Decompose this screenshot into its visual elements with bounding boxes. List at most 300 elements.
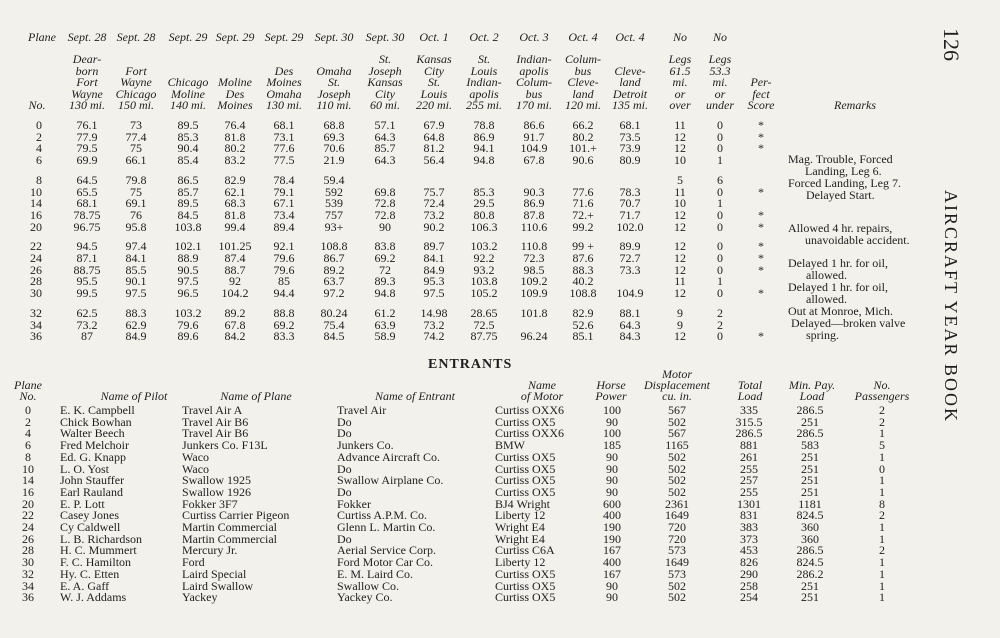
results-cell: * xyxy=(758,129,764,144)
results-cell: 69.2 xyxy=(273,317,295,332)
entrant-cell: E. K. Campbell xyxy=(60,403,135,417)
results-cell: 32 xyxy=(30,305,42,320)
entrant-cell: 100 xyxy=(603,403,621,417)
results-cell: 73.2 xyxy=(423,207,445,222)
results-cell: 84.1 xyxy=(423,251,445,265)
results-cell: 97.5 xyxy=(177,274,199,289)
entrant-cell: Do xyxy=(337,414,352,429)
entrant-cell: 0 xyxy=(879,461,885,476)
results-cell: 103.8 xyxy=(174,219,202,234)
entrant-cell: 167 xyxy=(603,566,621,581)
results-cell: 85.3 xyxy=(473,184,495,199)
remark-line: unavoidable accident. xyxy=(805,233,910,247)
results-cell: 85.7 xyxy=(177,184,199,199)
entrant-cell: 2 xyxy=(879,508,885,523)
entrant-cell: 5 xyxy=(879,438,885,453)
entrant-cell: 2361 xyxy=(665,496,689,511)
results-cell: 36 xyxy=(30,329,42,344)
results-cell: 64.3 xyxy=(374,129,396,144)
results-cell: 84.5 xyxy=(323,329,345,344)
entrant-cell: Curtiss OX5 xyxy=(495,449,556,464)
entrants-column-header: No. xyxy=(873,378,891,392)
entrant-cell: 251 xyxy=(801,414,819,429)
entrant-cell: 1 xyxy=(879,426,885,441)
entrant-cell: Liberty 12 xyxy=(495,555,546,570)
results-column-header: Kansas xyxy=(367,75,403,89)
results-top-header: Plane xyxy=(28,30,56,44)
entrant-cell: 34 xyxy=(22,578,34,593)
entrant-cell: 567 xyxy=(668,403,686,417)
entrant-cell: 26 xyxy=(22,531,34,546)
results-cell: 89.2 xyxy=(323,262,345,277)
results-cell: 88.3 xyxy=(125,305,147,320)
entrant-cell: Cy Caldwell xyxy=(60,520,121,534)
results-cell: 72.+ xyxy=(572,207,594,222)
entrant-cell: 360 xyxy=(801,531,819,546)
entrant-cell: Curtiss OX5 xyxy=(495,414,556,429)
results-cell: 79.6 xyxy=(273,251,295,265)
entrant-cell: 453 xyxy=(740,543,758,558)
entrant-cell: Travel Air xyxy=(337,403,387,417)
results-cell: 1 xyxy=(717,274,723,289)
entrant-cell: 400 xyxy=(603,555,621,570)
results-cell: 108.8 xyxy=(569,286,597,301)
results-cell: 90.2 xyxy=(423,219,445,234)
entrant-cell: 1 xyxy=(879,449,885,464)
results-cell: 95.8 xyxy=(125,219,147,234)
results-cell: * xyxy=(758,239,764,254)
results-cell: 12 xyxy=(674,286,686,301)
results-cell: 79.5 xyxy=(76,141,98,156)
results-cell: 78.4 xyxy=(273,172,295,187)
results-column-header: Moline xyxy=(171,86,205,101)
entrant-cell: E. A. Gaff xyxy=(60,578,110,593)
entrant-cell: Do xyxy=(337,484,352,499)
results-cell: 71.6 xyxy=(572,196,594,211)
results-cell: 94.5 xyxy=(76,239,98,254)
results-cell: 85 xyxy=(278,274,290,289)
entrant-cell: L. O. Yost xyxy=(60,461,110,476)
results-cell: 69.1 xyxy=(125,196,147,211)
entrant-cell: 261 xyxy=(740,449,758,464)
entrant-cell: 2 xyxy=(879,403,885,417)
entrant-cell: Curtiss OXX6 xyxy=(495,426,565,441)
entrants-column-header: Min. Pay. xyxy=(788,378,836,392)
results-column-header: Cleve- xyxy=(614,63,646,78)
results-cell: 92 xyxy=(229,274,241,289)
entrant-cell: Junkers Co. xyxy=(337,438,394,453)
results-cell: 6 xyxy=(36,153,42,168)
entrant-cell: 290 xyxy=(740,566,758,581)
results-cell: 99 + xyxy=(572,239,594,254)
entrant-cell: 20 xyxy=(22,496,34,511)
results-cell: 98.5 xyxy=(523,262,545,277)
results-cell: 96.75 xyxy=(73,219,101,234)
entrant-cell: 22 xyxy=(22,508,34,523)
results-cell: 75 xyxy=(130,184,142,199)
results-cell: 84.5 xyxy=(177,207,199,222)
entrant-cell: 251 xyxy=(801,578,819,593)
results-cell: 102.0 xyxy=(616,219,644,234)
entrant-cell: Waco xyxy=(182,449,210,464)
results-cell: 77.4 xyxy=(125,129,147,144)
entrant-cell: 502 xyxy=(668,578,686,593)
entrant-cell: Curtiss OX5 xyxy=(495,578,556,593)
entrant-cell: Travel Air B6 xyxy=(182,414,249,429)
results-column-header: City xyxy=(375,86,395,101)
entrant-cell: F. C. Hamilton xyxy=(60,555,132,570)
entrant-cell: 502 xyxy=(668,590,686,605)
entrant-cell: 1 xyxy=(879,555,885,570)
entrant-cell: 257 xyxy=(740,473,758,488)
results-column-header: apolis xyxy=(469,86,499,101)
results-column-header: Cleve- xyxy=(567,75,599,89)
results-column-header: Dear- xyxy=(72,52,102,66)
results-cell: 12 xyxy=(674,219,686,234)
entrant-cell: Chick Bowhan xyxy=(60,414,132,429)
results-column-header: 140 mi. xyxy=(170,98,206,112)
results-cell: 104.9 xyxy=(520,141,548,156)
results-column-header: Legs xyxy=(708,52,732,66)
results-cell: 11 xyxy=(674,184,686,199)
results-cell: 80.2 xyxy=(224,141,246,156)
results-cell: 22 xyxy=(30,239,42,254)
entrant-cell: Swallow Co. xyxy=(337,578,400,593)
results-cell: 64.8 xyxy=(423,129,445,144)
entrant-cell: 251 xyxy=(801,484,819,499)
entrant-cell: 100 xyxy=(603,426,621,441)
entrant-cell: 28 xyxy=(22,543,34,558)
results-cell: 87 xyxy=(81,329,93,344)
entrant-cell: 1 xyxy=(879,578,885,593)
entrant-cell: 315.5 xyxy=(735,414,763,429)
entrant-cell: Swallow Airplane Co. xyxy=(337,473,444,488)
results-top-header: No xyxy=(712,30,727,44)
results-cell: 62.1 xyxy=(224,184,246,199)
results-cell: 101.8 xyxy=(520,305,548,320)
results-cell: 9 xyxy=(677,305,683,320)
results-cell: 67.8 xyxy=(224,317,246,332)
entrant-cell: 14 xyxy=(22,473,34,488)
entrant-cell: 286.5 xyxy=(796,403,824,417)
results-cell: 85.3 xyxy=(177,129,199,144)
results-column-header: apolis xyxy=(519,63,549,78)
entrant-cell: 502 xyxy=(668,473,686,488)
results-cell: 59.4 xyxy=(323,172,345,187)
results-cell: 12 xyxy=(674,329,686,344)
results-cell: 108.8 xyxy=(320,239,348,254)
results-cell: 10 xyxy=(30,184,42,199)
results-column-header: Detroit xyxy=(612,86,648,101)
results-column-header: Colum- xyxy=(516,75,552,89)
results-cell: * xyxy=(758,219,764,234)
results-cell: 81.8 xyxy=(224,207,246,222)
results-cell: 89.4 xyxy=(273,219,295,234)
entrant-cell: 10 xyxy=(22,461,34,476)
results-cell: 64.5 xyxy=(76,172,98,187)
results-column-header: Moines xyxy=(217,98,253,112)
results-cell: 79.1 xyxy=(273,184,295,199)
remark-line: Out at Monroe, Mich. xyxy=(788,304,893,318)
entrant-cell: 1 xyxy=(879,531,885,546)
results-column-header: St. xyxy=(327,75,341,89)
results-cell: 21.9 xyxy=(323,153,345,168)
entrant-cell: Curtiss OX5 xyxy=(495,484,556,499)
remark-line: Delayed 1 hr. for oil, xyxy=(788,256,888,270)
entrant-cell: 8 xyxy=(879,496,885,511)
entrant-cell: Do xyxy=(337,461,352,476)
results-top-header: Sept. 28 xyxy=(67,30,107,44)
entrant-cell: Laird Swallow xyxy=(182,578,253,593)
results-cell: 6 xyxy=(717,172,723,187)
results-cell: 20 xyxy=(30,219,42,234)
entrants-title: ENTRANTS xyxy=(428,357,513,372)
results-cell: 757 xyxy=(325,207,343,222)
results-column-header: born xyxy=(75,63,99,78)
results-cell: 83.8 xyxy=(374,239,396,254)
results-cell: * xyxy=(758,184,764,199)
entrant-cell: Wright E4 xyxy=(495,520,545,534)
results-top-header: Sept. 30 xyxy=(314,30,354,44)
entrant-cell: 567 xyxy=(668,426,686,441)
results-cell: * xyxy=(758,251,764,265)
entrant-cell: 573 xyxy=(668,543,686,558)
results-cell: 0 xyxy=(717,329,723,344)
results-cell: 97.5 xyxy=(423,286,445,301)
entrant-cell: 502 xyxy=(668,484,686,499)
results-top-header: Sept. 30 xyxy=(365,30,405,44)
entrant-cell: Curtiss OXX6 xyxy=(495,403,565,417)
results-cell: 8 xyxy=(36,172,42,187)
results-column-header: Des xyxy=(225,86,245,101)
results-cell: 77.6 xyxy=(572,184,594,199)
entrant-cell: Junkers Co. F13L xyxy=(182,438,268,453)
results-cell: 86.6 xyxy=(523,118,545,132)
entrant-cell: 4 xyxy=(25,426,31,441)
results-cell: 70.7 xyxy=(619,196,641,211)
results-cell: 28 xyxy=(30,274,42,289)
results-cell: 87.4 xyxy=(224,251,246,265)
results-cell: 78.75 xyxy=(73,207,101,222)
results-cell: 94.8 xyxy=(374,286,396,301)
results-cell: 95.5 xyxy=(76,274,98,289)
entrant-cell: 286.5 xyxy=(735,426,763,441)
results-cell: 90.4 xyxy=(177,141,199,156)
results-cell: 85.1 xyxy=(572,329,594,344)
results-cell: 97.5 xyxy=(125,286,147,301)
results-top-header: Oct. 1 xyxy=(419,30,449,44)
results-cell: 88.75 xyxy=(73,262,101,277)
remark-line: allowed. xyxy=(806,292,847,306)
entrants-column-header: Name xyxy=(528,378,556,392)
results-cell: 68.8 xyxy=(323,118,345,132)
entrant-cell: 881 xyxy=(740,438,758,453)
results-column-header: Omaha xyxy=(266,86,302,101)
results-top-header: Oct. 4 xyxy=(568,30,598,44)
results-cell: 68.1 xyxy=(619,118,641,132)
entrant-cell: 8 xyxy=(25,449,31,464)
entrant-cell: BJ4 Wright xyxy=(495,496,550,511)
results-cell: 82.9 xyxy=(572,305,594,320)
entrants-column-header: cu. in. xyxy=(662,389,692,403)
results-cell: 0 xyxy=(717,219,723,234)
results-column-header: Louis xyxy=(420,86,448,101)
results-column-header: 53.3 xyxy=(709,63,731,78)
results-cell: 90 xyxy=(379,219,391,234)
results-column-header: 135 mi. xyxy=(612,98,648,112)
results-cell: 72.8 xyxy=(374,196,396,211)
remark-line: Mag. Trouble, Forced xyxy=(788,152,893,166)
entrant-cell: 2 xyxy=(879,543,885,558)
entrant-cell: Curtiss C6A xyxy=(495,543,555,558)
results-cell: 63.9 xyxy=(374,317,396,332)
results-column-header: land xyxy=(619,75,641,89)
results-column-header: mi. xyxy=(672,75,688,89)
entrant-cell: 826 xyxy=(740,555,758,570)
results-column-header: No. xyxy=(28,98,46,112)
results-top-header: Oct. 4 xyxy=(615,30,645,44)
results-cell: 97.2 xyxy=(323,286,345,301)
entrant-cell: 1 xyxy=(879,520,885,534)
results-column-header: 130 mi. xyxy=(69,98,105,112)
entrant-cell: 373 xyxy=(740,531,758,546)
results-column-header: Chicago xyxy=(115,86,157,101)
entrant-cell: Do xyxy=(337,531,352,546)
entrant-cell: Travel Air A xyxy=(182,403,243,417)
entrant-cell: 1 xyxy=(879,473,885,488)
entrant-cell: 185 xyxy=(603,438,621,453)
entrant-cell: John Stauffer xyxy=(60,473,125,488)
results-cell: 92.2 xyxy=(473,251,495,265)
results-cell: 86.9 xyxy=(523,196,545,211)
results-cell: 80.2 xyxy=(572,129,594,144)
entrant-cell: 360 xyxy=(801,520,819,534)
entrant-cell: Liberty 12 xyxy=(495,508,546,523)
entrant-cell: 90 xyxy=(606,461,618,476)
entrant-cell: Walter Beech xyxy=(60,426,125,441)
entrant-cell: Advance Aircraft Co. xyxy=(337,449,440,464)
entrant-cell: 1649 xyxy=(665,555,689,570)
results-column-header: City xyxy=(424,63,444,78)
remark-line: allowed. xyxy=(806,268,847,282)
remark-line: spring. xyxy=(806,328,839,342)
entrant-cell: 1301 xyxy=(737,496,761,511)
results-cell: 87.1 xyxy=(76,251,98,265)
results-cell: 66.1 xyxy=(125,153,147,168)
results-cell: 109.2 xyxy=(520,274,548,289)
results-cell: 66.2 xyxy=(572,118,594,132)
entrant-cell: 335 xyxy=(740,403,758,417)
results-cell: 69.9 xyxy=(76,153,98,168)
entrant-cell: Curtiss A.P.M. Co. xyxy=(337,508,428,523)
results-column-header: Colum- xyxy=(565,52,601,66)
results-cell: 9 xyxy=(677,317,683,332)
entrant-cell: 36 xyxy=(22,590,34,605)
results-cell: 104.2 xyxy=(221,286,249,301)
results-column-header: St. xyxy=(378,52,392,66)
results-cell: 76 xyxy=(130,207,142,222)
results-cell: 78.8 xyxy=(473,118,495,132)
entrant-cell: H. C. Mummert xyxy=(60,543,137,558)
results-cell: 85.4 xyxy=(177,153,199,168)
results-cell: 104.9 xyxy=(616,286,644,301)
results-cell: 84.1 xyxy=(125,251,147,265)
results-cell: 94.4 xyxy=(273,286,295,301)
results-cell: * xyxy=(758,329,764,344)
results-column-header: or xyxy=(674,86,686,101)
entrant-cell: Do xyxy=(337,426,352,441)
results-cell: 85.5 xyxy=(125,262,147,277)
results-cell: 4 xyxy=(36,141,42,156)
entrant-cell: 90 xyxy=(606,414,618,429)
results-cell: 87.75 xyxy=(470,329,498,344)
entrant-cell: BMW xyxy=(495,438,525,453)
entrant-cell: 16 xyxy=(22,484,34,499)
entrant-cell: 254 xyxy=(740,590,758,605)
results-cell: 99.5 xyxy=(76,286,98,301)
results-cell: 11 xyxy=(674,118,686,132)
results-cell: 101.25 xyxy=(218,239,252,254)
entrant-cell: 1165 xyxy=(665,438,689,453)
results-cell: 85.7 xyxy=(374,141,396,156)
entrant-cell: Curtiss OX5 xyxy=(495,566,556,581)
results-cell: 72.5 xyxy=(473,317,495,332)
results-cell: 80.24 xyxy=(320,305,348,320)
results-cell: 110.8 xyxy=(520,239,548,254)
results-cell: 12 xyxy=(674,262,686,277)
results-cell: 80.9 xyxy=(619,153,641,168)
results-column-header: Louis xyxy=(470,63,498,78)
results-cell: * xyxy=(758,141,764,156)
results-cell: 83.3 xyxy=(273,329,295,344)
results-column-header: Indian- xyxy=(466,75,502,89)
results-cell: 102.1 xyxy=(174,239,202,254)
results-cell: 90.3 xyxy=(523,184,545,199)
results-cell: 84.9 xyxy=(125,329,147,344)
results-cell: 0 xyxy=(717,262,723,277)
entrant-cell: 6 xyxy=(25,438,31,453)
results-cell: 81.8 xyxy=(224,129,246,144)
results-cell: 69.8 xyxy=(374,184,396,199)
entrant-cell: 502 xyxy=(668,461,686,476)
results-column-header: Legs xyxy=(668,52,692,66)
results-cell: 5 xyxy=(677,172,683,187)
entrants-column-header: Power xyxy=(595,389,627,403)
results-cell: * xyxy=(758,286,764,301)
entrant-cell: Casey Jones xyxy=(60,508,119,523)
results-cell: 77.6 xyxy=(273,141,295,156)
results-cell: 69.3 xyxy=(323,129,345,144)
results-cell: 90.5 xyxy=(177,262,199,277)
results-cell: 67.9 xyxy=(423,118,445,132)
results-cell: 94.1 xyxy=(473,141,495,156)
entrant-cell: Travel Air B6 xyxy=(182,426,249,441)
entrant-cell: Swallow 1926 xyxy=(182,484,251,499)
entrant-cell: E. M. Laird Co. xyxy=(337,566,413,581)
results-column-header: Kansas xyxy=(416,52,452,66)
results-cell: 24 xyxy=(30,251,42,265)
entrant-cell: 824.5 xyxy=(796,508,824,523)
results-cell: 90.6 xyxy=(572,153,594,168)
results-cell: 89.6 xyxy=(177,329,199,344)
results-cell: 94.8 xyxy=(473,153,495,168)
results-cell: 14.98 xyxy=(420,305,448,320)
results-cell: 75.7 xyxy=(423,184,445,199)
entrant-cell: Martin Commercial xyxy=(182,520,277,534)
entrant-cell: 720 xyxy=(668,531,686,546)
results-cell: 105.2 xyxy=(470,286,498,301)
results-cell: 63.7 xyxy=(323,274,345,289)
